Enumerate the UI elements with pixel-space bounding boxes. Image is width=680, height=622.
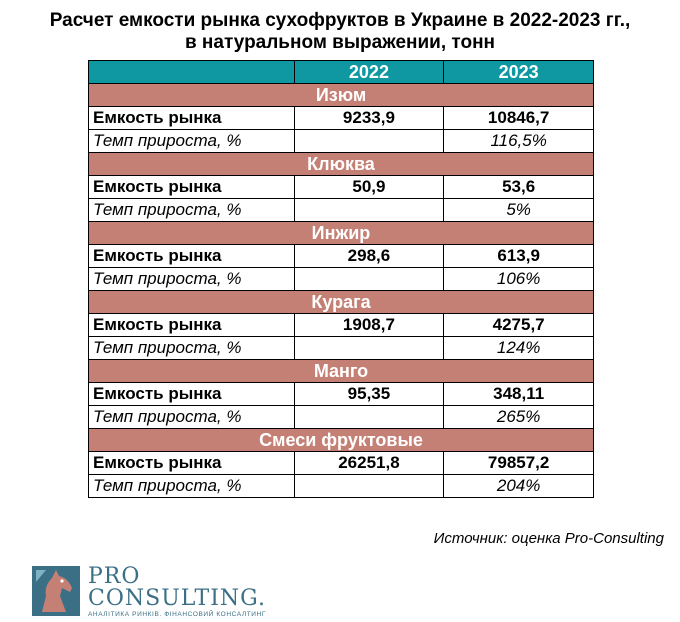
growth-2022-empty — [294, 268, 444, 291]
section-row — [89, 360, 594, 383]
capacity-2022-value: 26251,8 — [294, 452, 444, 475]
growth-row — [89, 130, 594, 153]
section-row — [89, 291, 594, 314]
growth-label: Темп прироста, % — [89, 268, 295, 291]
page-title — [0, 10, 680, 54]
market-capacity-table — [88, 60, 594, 498]
section-row — [89, 429, 594, 452]
capacity-2023-value: 4275,7 — [444, 314, 594, 337]
logo-text-consulting: CONSULTING. — [88, 586, 266, 611]
capacity-label: Емкость рынка — [89, 383, 295, 406]
growth-label: Темп прироста, % — [89, 130, 295, 153]
growth-row — [89, 199, 594, 222]
growth-row — [89, 268, 594, 291]
logo-text-pro: PRO — [88, 564, 141, 589]
section-title: Курага — [89, 291, 594, 314]
capacity-2022-value: 9233,9 — [294, 107, 444, 130]
capacity-2023-value: 348,11 — [444, 383, 594, 406]
title-line-2: в натуральном выражении, тонн — [184, 32, 496, 53]
section-row — [89, 153, 594, 176]
capacity-row — [89, 383, 594, 406]
section-title: Клюква — [89, 153, 594, 176]
growth-label: Темп прироста, % — [89, 475, 295, 498]
pro-consulting-logo — [32, 566, 272, 618]
growth-value: 106% — [444, 268, 594, 291]
growth-2022-empty — [294, 337, 444, 360]
growth-value: 116,5% — [444, 130, 594, 153]
capacity-2022-value: 298,6 — [294, 245, 444, 268]
section-title: Смеси фруктовые — [89, 429, 594, 452]
capacity-label: Емкость рынка — [89, 314, 295, 337]
capacity-2023-value: 613,9 — [444, 245, 594, 268]
growth-row — [89, 337, 594, 360]
growth-label: Темп прироста, % — [89, 406, 295, 429]
capacity-row — [89, 107, 594, 130]
capacity-label: Емкость рынка — [89, 176, 295, 199]
capacity-label: Емкость рынка — [89, 245, 295, 268]
capacity-row — [89, 314, 594, 337]
table-header-row — [89, 61, 594, 84]
header-blank-cell — [89, 61, 295, 84]
growth-value: 5% — [444, 199, 594, 222]
growth-row — [89, 475, 594, 498]
capacity-2023-value: 53,6 — [444, 176, 594, 199]
capacity-2023-value: 10846,7 — [444, 107, 594, 130]
section-title: Изюм — [89, 84, 594, 107]
horse-head-logo-icon — [32, 566, 80, 616]
capacity-2022-value: 1908,7 — [294, 314, 444, 337]
growth-value: 265% — [444, 406, 594, 429]
growth-label: Темп прироста, % — [89, 199, 295, 222]
capacity-row — [89, 176, 594, 199]
capacity-label: Емкость рынка — [89, 452, 295, 475]
header-year-2023: 2023 — [444, 61, 594, 84]
source-note: Источник: оценка Pro-Consulting — [433, 530, 664, 547]
capacity-row — [89, 245, 594, 268]
section-title: Инжир — [89, 222, 594, 245]
capacity-2022-value: 95,35 — [294, 383, 444, 406]
section-row — [89, 222, 594, 245]
growth-2022-empty — [294, 199, 444, 222]
growth-value: 124% — [444, 337, 594, 360]
header-year-2022: 2022 — [294, 61, 444, 84]
logo-tagline: АНАЛІТИКА РИНКІВ. ФІНАНСОВИЙ КОНСАЛТИНГ — [88, 611, 266, 618]
growth-2022-empty — [294, 406, 444, 429]
capacity-label: Емкость рынка — [89, 107, 295, 130]
title-line-1: Расчет емкости рынка сухофруктов в Украине в 2022-2023 гг., — [49, 10, 631, 31]
growth-value: 204% — [444, 475, 594, 498]
section-row — [89, 84, 594, 107]
capacity-2023-value: 79857,2 — [444, 452, 594, 475]
capacity-row — [89, 452, 594, 475]
growth-row — [89, 406, 594, 429]
growth-label: Темп прироста, % — [89, 337, 295, 360]
section-title: Манго — [89, 360, 594, 383]
growth-2022-empty — [294, 475, 444, 498]
capacity-2022-value: 50,9 — [294, 176, 444, 199]
growth-2022-empty — [294, 130, 444, 153]
